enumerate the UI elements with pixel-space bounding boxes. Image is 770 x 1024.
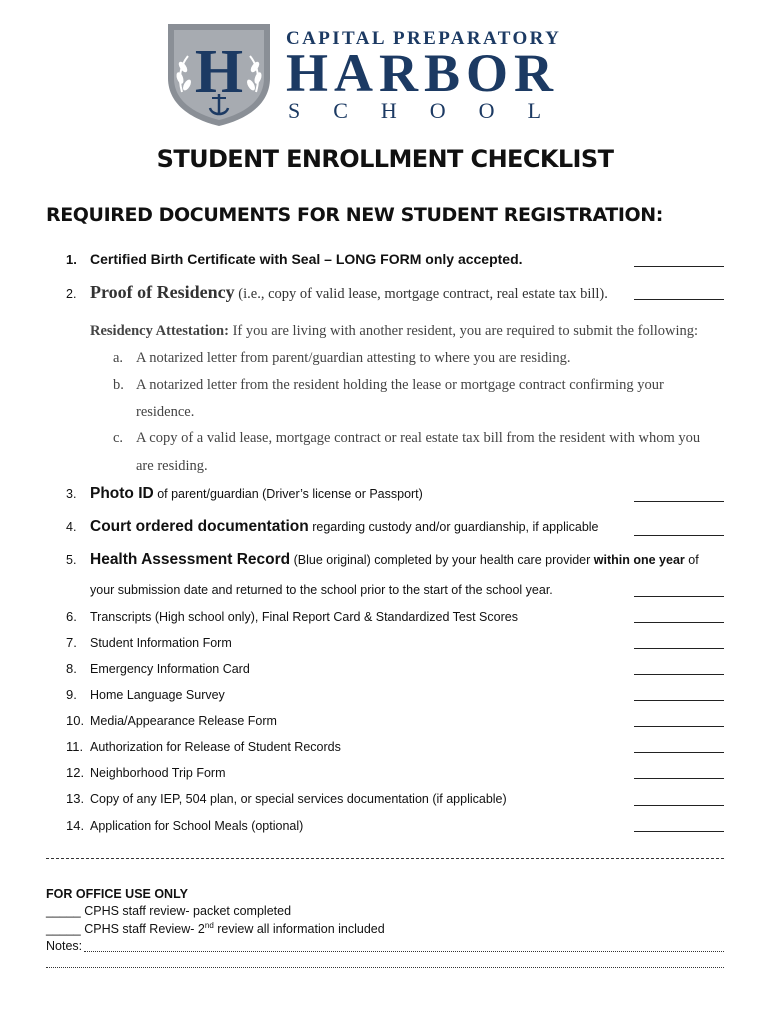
item-number: 5.: [66, 553, 77, 567]
check-line-8: [634, 674, 724, 675]
check-line-14: [634, 831, 724, 832]
item-number: 9.: [66, 687, 77, 702]
check-line-3: [634, 501, 724, 502]
shield-crest-icon: [164, 20, 274, 128]
notes-line-1: [84, 951, 724, 952]
checklist-item-7: [66, 635, 232, 650]
attestation-option-a: [113, 350, 570, 367]
office-review-line-2: [46, 921, 385, 936]
check-line-13: [634, 805, 724, 806]
checklist-item-10: [66, 713, 277, 728]
check-line-10: [634, 726, 724, 727]
residency-attestation: [90, 323, 698, 340]
review-text: _____ CPHS staff Review- 2: [46, 922, 205, 937]
item-title: Proof of Residency: [90, 282, 235, 302]
item-text: Neighborhood Trip Form: [90, 766, 226, 780]
brand-line-2: HARBOR: [286, 43, 560, 103]
office-review-line-1: _____ CPHS staff review- packet completed: [46, 904, 292, 918]
item-number: 14.: [66, 818, 85, 833]
item-text: Application for School Meals (optional): [90, 819, 304, 833]
checklist-item-8: [66, 661, 250, 676]
option-letter: a.: [113, 350, 124, 366]
checklist-item-6: [66, 609, 518, 624]
checklist-item-13: [66, 791, 507, 806]
check-line-2: [634, 299, 724, 300]
item-number: 2.: [66, 287, 77, 301]
item-number: 1.: [66, 252, 77, 267]
page-title: STUDENT ENROLLMENT CHECKLIST: [156, 145, 614, 173]
item-text: Home Language Survey: [90, 688, 225, 702]
item-number: 13.: [66, 791, 85, 806]
item-number: 11.: [66, 739, 84, 754]
item-text: Certified Birth Certificate with Seal – LONG FORM only accepted.: [90, 251, 523, 267]
brand-line-1: CAPITAL PREPARATORY: [286, 28, 562, 49]
item-number: 6.: [66, 609, 77, 624]
office-use-heading: FOR OFFICE USE ONLY: [46, 887, 188, 901]
check-line-4: [634, 535, 724, 536]
checklist-item-3: [66, 485, 423, 503]
option-letter: b.: [113, 377, 124, 393]
checklist-item-5: [66, 551, 699, 569]
checklist-item-4: [66, 518, 599, 536]
item-number: 12.: [66, 765, 85, 780]
attestation-option-c-continued: are residing.: [136, 458, 208, 474]
item-title: Photo ID: [90, 485, 154, 502]
item-title: Health Assessment Record: [90, 551, 291, 568]
checklist-item-2: [66, 282, 608, 303]
item-detail: (Blue original) completed by your health care provider: [290, 553, 594, 567]
check-line-7: [634, 648, 724, 649]
item-detail-tail: of: [684, 553, 699, 567]
item-detail: (i.e., copy of valid lease, mortgage contract, real estate tax bill).: [234, 286, 608, 302]
ordinal-suffix: nd: [204, 921, 214, 930]
attestation-label: Residency Attestation:: [90, 323, 229, 339]
checklist-item-11: [66, 739, 341, 754]
attestation-option-c: [113, 430, 700, 447]
item-text: Copy of any IEP, 504 plan, or special services documentation (if applicable): [90, 792, 507, 806]
option-letter: c.: [113, 430, 124, 446]
attestation-text: If you are living with another resident, you are required to submit the following:: [228, 323, 699, 339]
item-text: Student Information Form: [90, 636, 232, 650]
option-text: A notarized letter from parent/guardian attesting to where you are residing.: [136, 350, 571, 366]
item-number: 7.: [66, 635, 77, 650]
item-text: Emergency Information Card: [90, 662, 250, 676]
review-text-tail: review all information included: [213, 922, 385, 937]
item-text: Authorization for Release of Student Records: [90, 740, 341, 754]
item-number: 10.: [66, 713, 85, 728]
school-logo: [164, 20, 614, 130]
check-line-1: [634, 266, 724, 267]
option-text: A copy of a valid lease, mortgage contract or real estate tax bill from the resident with whom you: [136, 430, 701, 446]
attestation-option-b: [113, 377, 664, 394]
checklist-item-14: [66, 818, 303, 833]
item-title: Court ordered documentation: [90, 518, 309, 535]
item-number: 8.: [66, 661, 77, 676]
option-text: A notarized letter from the resident holding the lease or mortgage contract confirming your: [136, 377, 664, 393]
checklist-item-1: [66, 251, 523, 267]
checklist-item-12: [66, 765, 225, 780]
checklist-item-5-continued: your submission date and returned to the school prior to the start of the school year.: [90, 583, 553, 597]
section-divider: [46, 858, 724, 859]
checklist-item-9: [66, 687, 225, 702]
item-detail: of parent/guardian (Driver’s license or Passport): [153, 487, 423, 501]
check-line-9: [634, 700, 724, 701]
brand-line-3: SCHOOL: [288, 98, 575, 123]
attestation-option-b-continued: residence.: [136, 404, 195, 420]
check-line-12: [634, 778, 724, 779]
item-number: 3.: [66, 487, 77, 501]
item-detail: regarding custody and/or guardianship, if applicable: [308, 520, 599, 534]
logo-initial: H: [194, 38, 244, 106]
check-line-5: [634, 596, 724, 597]
item-emphasis: within one year: [593, 553, 685, 567]
check-line-6: [634, 622, 724, 623]
item-number: 4.: [66, 520, 77, 534]
item-text: Media/Appearance Release Form: [90, 714, 277, 728]
notes-line-2: [46, 967, 724, 968]
section-heading: REQUIRED DOCUMENTS FOR NEW STUDENT REGISTRATION:: [46, 204, 663, 226]
notes-label: Notes:: [46, 939, 83, 953]
item-text: Transcripts (High school only), Final Report Card & Standardized Test Scores: [90, 610, 518, 624]
check-line-11: [634, 752, 724, 753]
